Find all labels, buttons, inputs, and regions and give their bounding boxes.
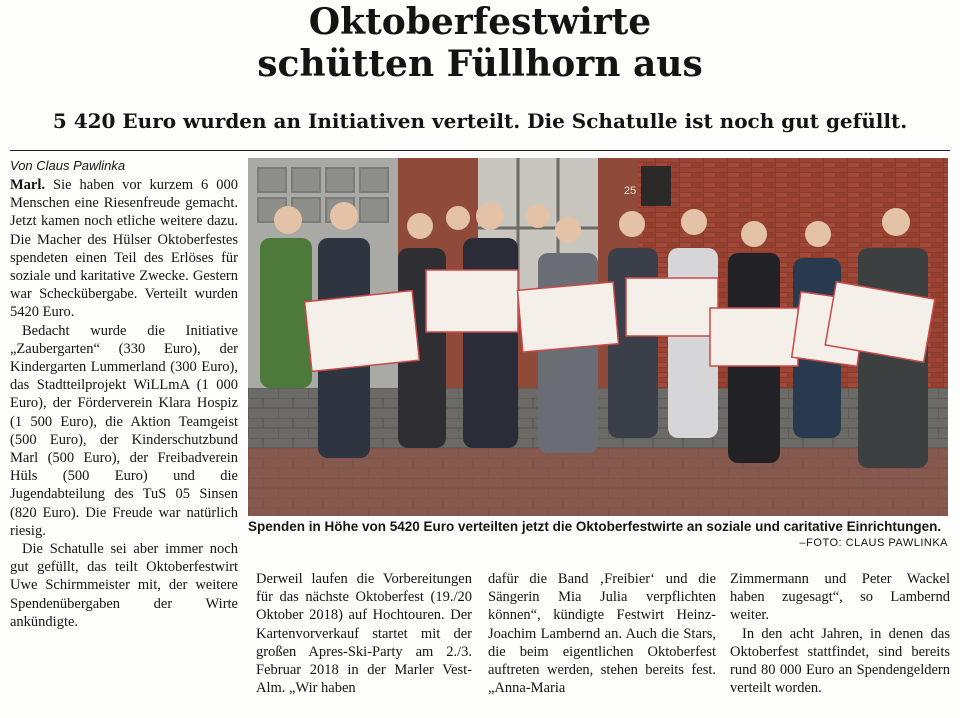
article-column-4: [730, 570, 950, 697]
paragraph: Die Schatulle sei aber immer noch gut gefüllt, das teilt Oktoberfestwirt Uwe Schirmmeister mit, der weitere Spendenübergaben der Wirte ankündigte.: [10, 541, 238, 630]
paragraph: Derweil laufen die Vorbereitungen für das nächste Oktoberfest (19./20 Oktober 2018) auf Hochtouren. Der Kartenvorverkauf startet mit der großen Apres-Ski-Party am 2./3. Februar 2018 in der Marler Vest-Alm. „Wir haben: [256, 571, 472, 697]
dateline: Marl.: [10, 177, 46, 193]
article-column-1: [10, 176, 238, 631]
photo-caption: Spenden in Höhe von 5420 Euro verteilten jetzt die Oktoberfestwirte an soziale und caritative Einrichtungen.: [248, 519, 942, 534]
group-photo: [248, 158, 948, 516]
paragraph-text: Sie haben vor kurzem 6 000 Menschen eine Riesenfreude gemacht. Jetzt kamen noch etliche weitere dazu. Die Macher des Hülser Oktoberfestes spendeten einen Teil des Erlöses für soziale und karitative Zwecke. Gestern war Scheckübergabe. Verteilt wurden 5420 Euro.: [10, 177, 238, 321]
headline-line-2: schütten Füllhorn aus: [257, 43, 703, 85]
door-number: 25: [624, 185, 637, 197]
article-column-3: [488, 570, 716, 697]
paragraph: dafür die Band ‚Freibier‘ und die Sängerin Mia Julia verpflichten können“, kündigte Festwirt Heinz-Joachim Lambernd an. Auch die Stars, die beim eigentlichen Oktoberfest auftreten werden, stehen bereits fest. „Anna-Maria: [488, 571, 716, 697]
divider: [10, 150, 950, 151]
paragraph: In den acht Jahren, in denen das Oktoberfest stattfindet, sind bereits rund 80 000 Euro an Spendengeldern verteilt worden.: [730, 625, 950, 697]
headline-line-1: Oktoberfestwirte: [308, 1, 652, 43]
subheadline: 5 420 Euro wurden an Initiativen verteilt. Die Schatulle ist noch gut gefüllt.: [52, 109, 908, 133]
paragraph: Bedacht wurde die Initiative „Zaubergarten“ (330 Euro), der Kindergarten Lummerland (300 Euro), das Stadtteilprojekt WiLLmA (1 000 Euro), der Förderverein Klara Hospiz (1 500 Euro), die Aktion Teamgeist (500 Euro), der Kinderschutzbund Marl (500 Euro), der Freibadverein Hüls (500 Euro) und die Jugendabteilung des TuS 05 Sinsen (820 Euro). Die Freude war natürlich riesig.: [10, 322, 238, 539]
byline: Von Claus Pawlinka: [10, 158, 126, 173]
article-column-2: [256, 570, 472, 697]
paragraph: [10, 176, 238, 322]
paragraph: Zimmermann und Peter Wackel haben zugesagt“, so Lambernd weiter.: [730, 571, 950, 624]
photo-credit: –FOTO: CLAUS PAWLINKA: [799, 537, 948, 549]
